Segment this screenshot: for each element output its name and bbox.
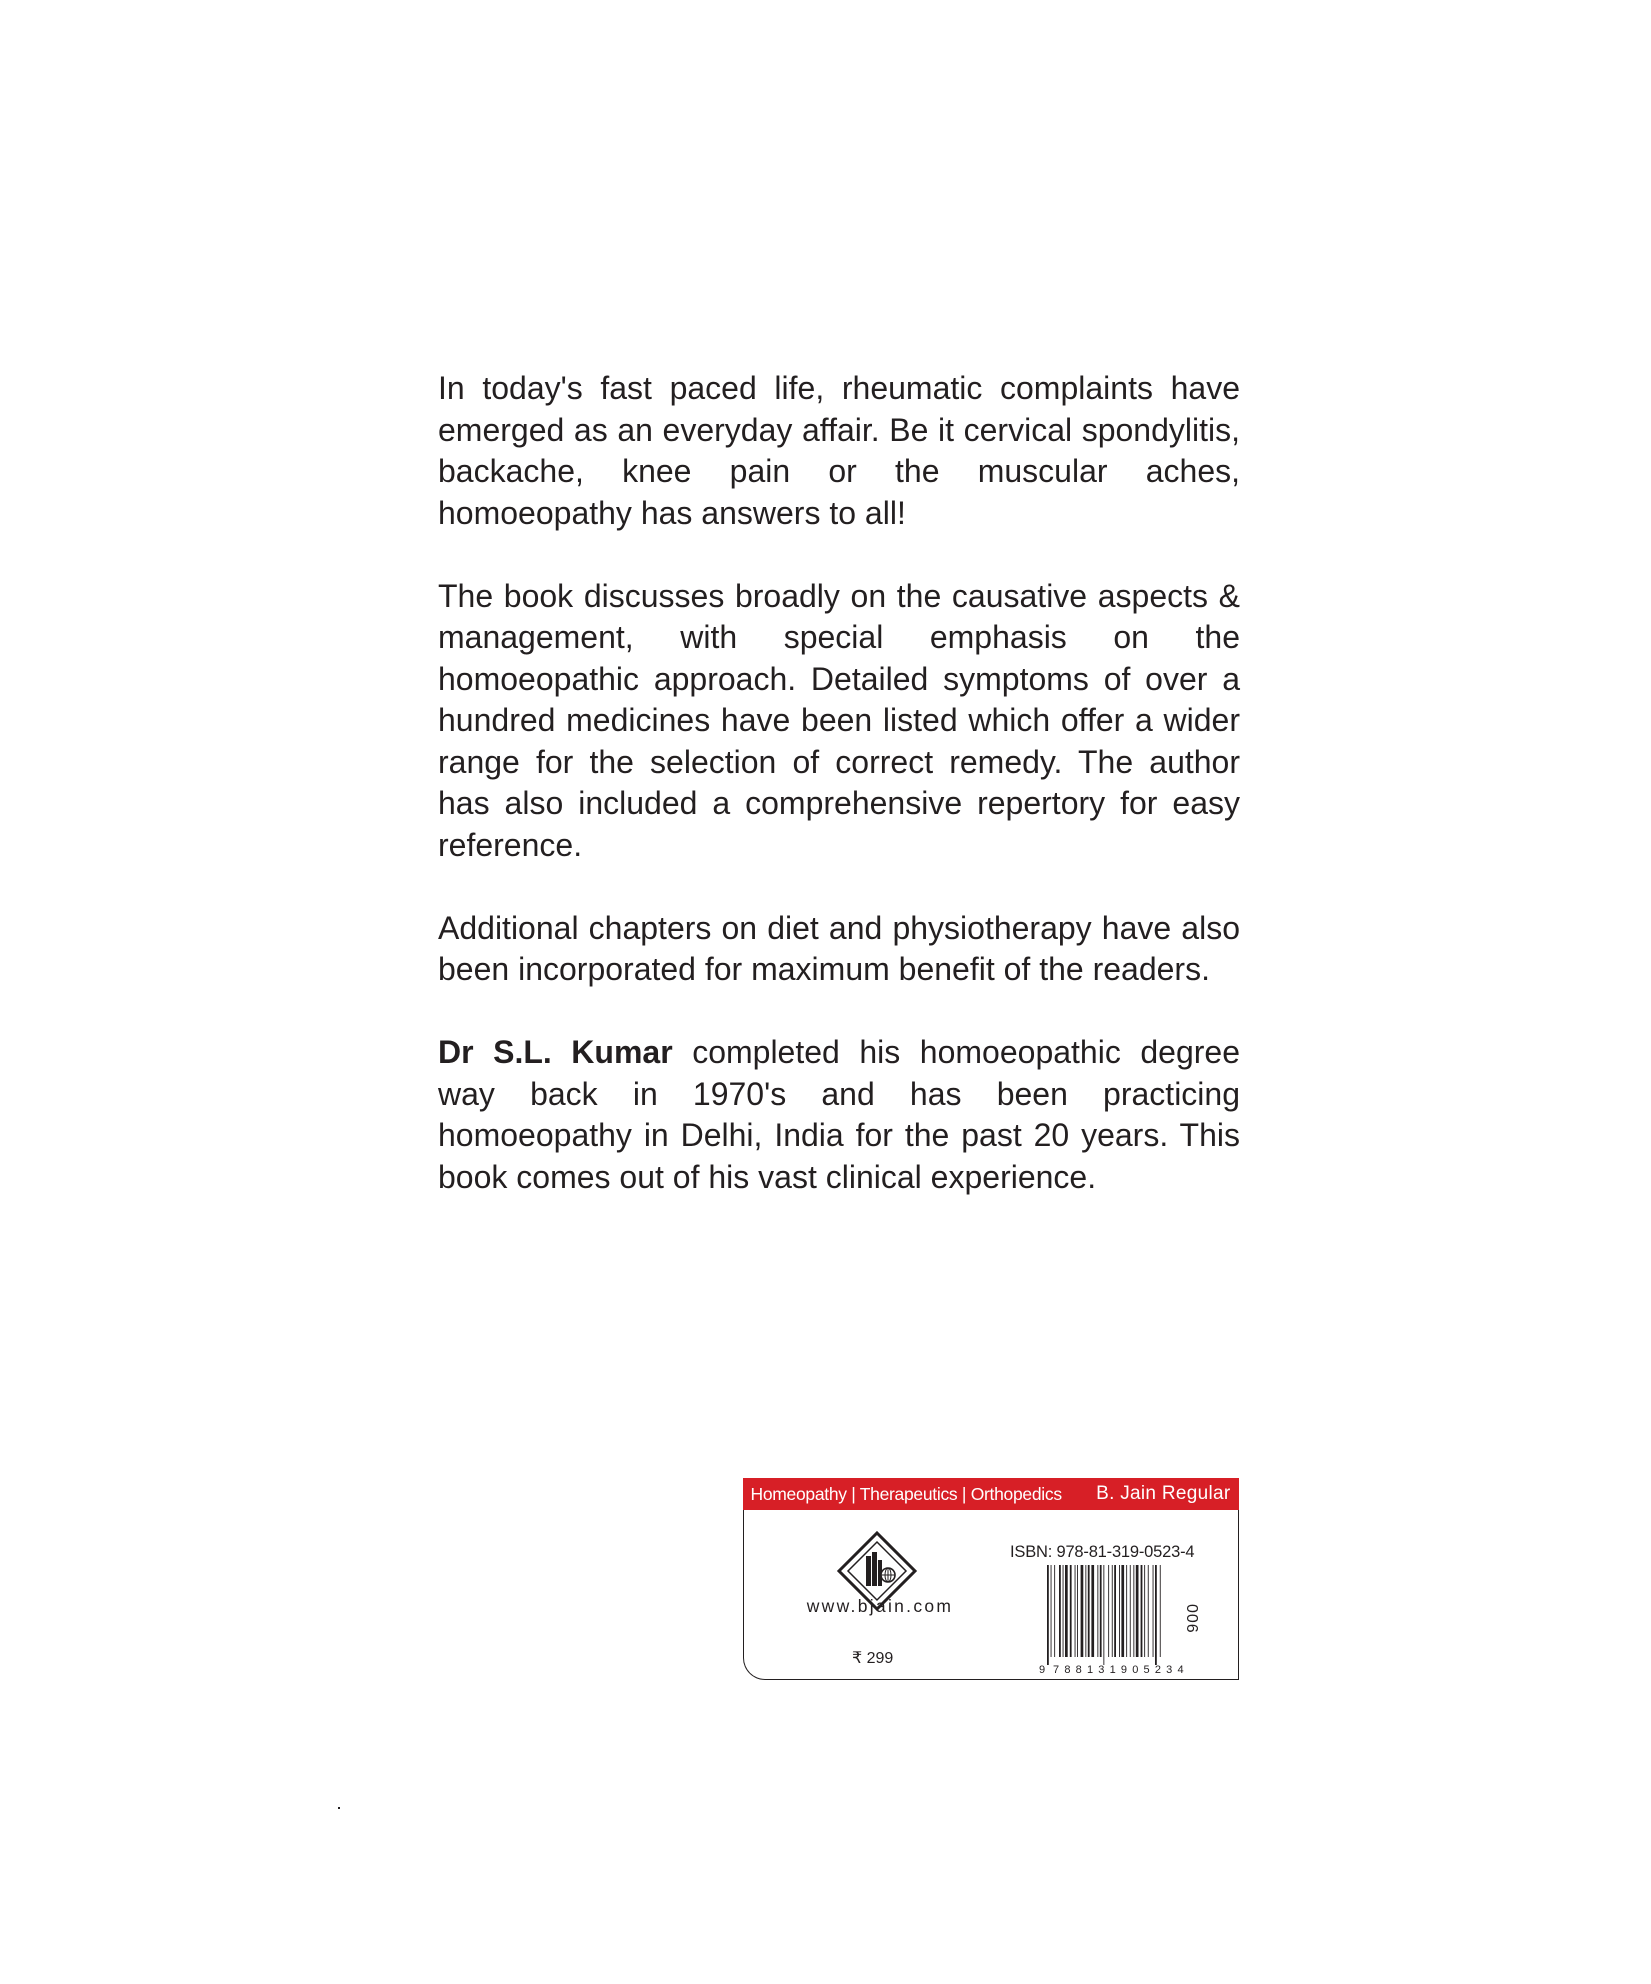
barcode-bar (1088, 1565, 1090, 1657)
isbn-label: ISBN: 978-81-319-0523-4 (1010, 1543, 1195, 1561)
blurb-paragraph-1: In today's fast paced life, rheumatic complaints have emerged as an everyday affair. Be it cervical spondylitis, backache, knee pain or the muscular aches, homoeopathy has answers to all! (438, 370, 1240, 531)
barcode-bar (1153, 1565, 1154, 1657)
barcode-digits: 788131905234 (1053, 1664, 1189, 1675)
barcode-bar (1121, 1565, 1124, 1657)
barcode-bar (1047, 1565, 1049, 1665)
blurb-paragraph-2: The book discusses broadly on the causative aspects & management, with special emphasis on the homoeopathic approach. Detailed symptoms of over a hundred medicines have been listed which offer a wider range for the selection of correct remedy. The author has also included a comprehensive repertory for easy reference. (438, 577, 1240, 863)
barcode-bar (1114, 1565, 1116, 1657)
barcode-bar (1144, 1565, 1145, 1657)
category-band (743, 1478, 1239, 1510)
publisher-website: www.bjain.com (806, 1596, 954, 1616)
barcode-lead-digit: 9 (1039, 1664, 1046, 1675)
barcode-bar (1085, 1565, 1086, 1657)
author-bio-text: completed his homoeopathic degree way back in 1970's and has been practicing homoeopathy in Delhi, India for the past 20 years. This book comes out of his vast clinical experience. (438, 1034, 1240, 1195)
barcode-bar (1141, 1565, 1143, 1657)
barcode-bar (1100, 1565, 1102, 1657)
barcode-bar (1070, 1565, 1072, 1657)
barcode-bar (1148, 1565, 1149, 1657)
barcode-bar (1063, 1565, 1064, 1657)
barcode-bar (1126, 1565, 1127, 1657)
barcode-bar (1059, 1565, 1061, 1657)
barcode-bar (1103, 1565, 1104, 1665)
barcode-bar (1051, 1565, 1052, 1657)
publisher-info-panel (743, 1478, 1239, 1680)
blurb-paragraph-3: Additional chapters on diet and physiotherapy have also been incorporated for maximum benefit of the readers. (438, 909, 1240, 987)
barcode-bar (1136, 1565, 1139, 1657)
series-label: B. Jain Regular (1096, 1483, 1231, 1504)
barcode-bar (1130, 1565, 1131, 1657)
barcode-bar (1097, 1565, 1098, 1657)
barcode-bar (1112, 1565, 1113, 1657)
author-name: Dr S.L. Kumar (438, 1034, 673, 1070)
back-cover-blurb (438, 368, 1240, 1240)
barcode-bar (1091, 1565, 1094, 1657)
barcode-bar (1081, 1565, 1084, 1657)
barcode-addon-digits: 006 (1183, 1604, 1200, 1634)
price-label: ₹ 299 (852, 1650, 894, 1667)
barcode-bar (1065, 1565, 1068, 1657)
barcode-bar (1075, 1565, 1076, 1657)
barcode-bar (1108, 1565, 1109, 1657)
author-bio (438, 1032, 1240, 1198)
stray-mark (338, 1807, 340, 1809)
barcode-bar (1054, 1565, 1055, 1657)
barcode-bar (1133, 1565, 1134, 1657)
barcode-bar (1155, 1565, 1157, 1665)
barcode-bar (1077, 1565, 1078, 1657)
isbn-barcode (1039, 1565, 1197, 1675)
category-label: Homeopathy | Therapeutics | Orthopedics (750, 1484, 1062, 1504)
barcode-bar (1160, 1565, 1161, 1657)
barcode-bar (1119, 1565, 1120, 1657)
